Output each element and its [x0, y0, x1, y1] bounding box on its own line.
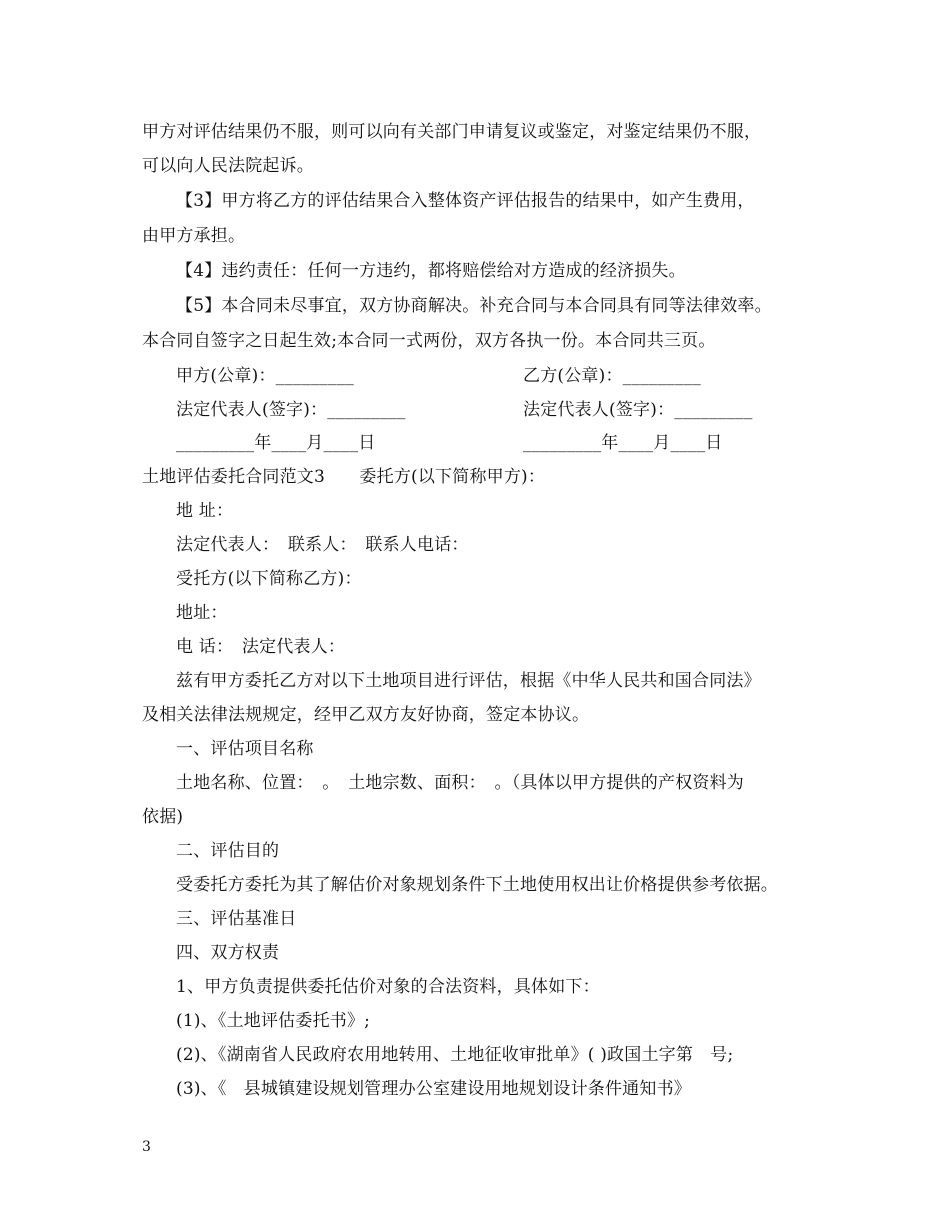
paragraph-line: 【4】违约责任：任何一方违约，都将赔偿给对方造成的经济损失。: [176, 261, 686, 281]
paragraph-line: 可以向人民法院起诉。: [142, 156, 314, 176]
section-line: 受托方(以下简称乙方)：: [176, 569, 362, 589]
section-line: 电 话： 法定代表人：: [176, 637, 346, 657]
party-b-date: _________年____月____日: [523, 433, 723, 453]
paragraph-line: 由甲方承担。: [142, 226, 246, 246]
party-a-date: _________年____月____日: [176, 433, 376, 453]
section-heading: 土地评估委托合同范文3 委托方(以下简称甲方)：: [142, 467, 546, 487]
paragraph-line: 【3】甲方将乙方的评估结果合入整体资产评估报告的结果中，如产生费用，: [176, 191, 755, 211]
section-line: 及相关法律法规规定，经甲乙双方友好协商，签定本协议。: [142, 705, 590, 725]
party-b-representative: 法定代表人(签字)：_________: [523, 400, 753, 420]
paragraph-line: 甲方对评估结果仍不服，则可以向有关部门申请复议或鉴定，对鉴定结果仍不服，: [142, 122, 762, 142]
section-line: 土地名称、位置： 。 土地宗数、面积： 。（具体以甲方提供的产权资料为: [176, 773, 744, 793]
section-line: 四、双方权责: [176, 943, 280, 963]
section-line: 二、评估目的: [176, 841, 280, 861]
section-line: 兹有甲方委托乙方对以下土地项目进行评估，根据《中华人民共和国合同法》: [176, 671, 761, 691]
party-a-seal: 甲方(公章)：_________: [176, 366, 354, 386]
section-line: (2)、《湖南省人民政府农用地转用、土地征收审批单》( )政国土字第 号;: [176, 1045, 734, 1065]
section-line: 三、评估基准日: [176, 909, 297, 929]
section-line: 地址：: [176, 603, 228, 623]
section-line: 地 址：: [176, 501, 234, 521]
paragraph-line: 【5】本合同未尽事宜，双方协商解决。补充合同与本合同具有同等法律效率。: [176, 296, 772, 316]
party-a-representative: 法定代表人(签字)：_________: [176, 400, 406, 420]
page-number: 3: [142, 1139, 151, 1155]
section-line: 1、甲方负责提供委托估价对象的合法资料，具体如下：: [176, 977, 600, 997]
section-line: (1)、《土地评估委托书》;: [176, 1011, 371, 1031]
paragraph-line: 本合同自签字之日起生效;本合同一式两份，双方各执一份。本合同共三页。: [142, 331, 716, 351]
section-line: (3)、《 县城镇建设规划管理办公室建设用地规划设计条件通知书》: [176, 1079, 691, 1099]
section-line: 受委托方委托为其了解估价对象规划条件下土地使用权出让价格提供参考依据。: [176, 875, 778, 895]
section-line: 一、评估项目名称: [176, 739, 314, 759]
party-b-seal: 乙方(公章)：_________: [523, 366, 701, 386]
section-line: 法定代表人： 联系人： 联系人电话：: [176, 535, 469, 555]
section-line: 依据): [142, 807, 184, 827]
